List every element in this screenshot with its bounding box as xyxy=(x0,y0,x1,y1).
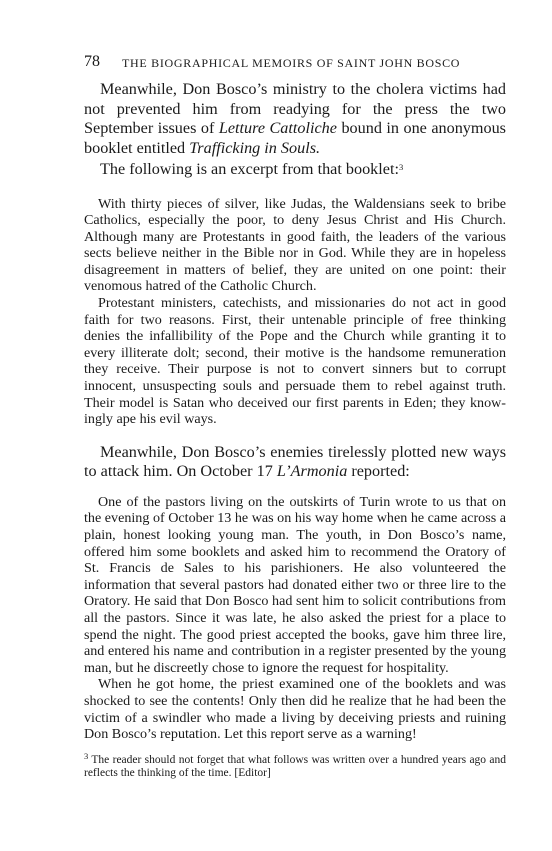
block-quote-booklet xyxy=(84,196,506,428)
paragraph-1: Meanwhile, Don Bosco’s ministry to the cholera victims had not prevented him from readying for the press the two September issues of Letture Cattoliche bound in one anonymous booklet entitled Trafficking in Souls. xyxy=(84,80,506,157)
running-title: THE BIOGRAPHICAL MEMOIRS OF SAINT JOHN BOSCO xyxy=(122,56,461,70)
quote-paragraph: When he got home, the priest examined one of the booklets and was shocked to see the contents! Only then did he realize that he had been the victim of a swindler who made a living by deceiving priests and ruining Don Bosco’s reputation. Let this report serve as a warning! xyxy=(84,676,506,743)
quote-paragraph: One of the pastors living on the outskirts of Turin wrote to us that on the evening of October 13 he was on his way home when he came across a plain, honest looking young man. The youth, in Don Bosco’s name, offered him some booklets and asked him to recommend the Oratory of St. Francis de Sales to his parishioners. He also volunteered the information that several pastors had donated either two or three lire to the Oratory. He said that Don Bosco had sent him to solicit contributions from all the pastors. Since it was late, he also asked the priest for a place to spend the night. The good priest accepted the books, gave him three lire, and entered his name and contribution in a register presented by the young man, but he discreetly chose to ignore the request for hospitality. xyxy=(84,493,506,676)
page-header xyxy=(84,52,504,73)
booklet-title: Trafficking in Souls. xyxy=(189,138,321,157)
footnote-marker: 3 xyxy=(84,750,89,761)
quote-paragraph: Protestant ministers, catechists, and missionaries do not act in good faith for two reasons. First, their untenable principle of free thinking denies the infallibility of the Pope and the Church while granting it to every illiterate dolt; second, their motive is the handsome remuneration they receive. Their purpose is not to convert sinners but to corrupt innocent, unsuspecting souls and persuade them to rebel against truth. Their model is Satan who deceived our first parents in Eden; they knowingly ape his evil ways. xyxy=(84,295,506,428)
block-quote-armonia xyxy=(84,494,506,743)
footnote-reference: 3 xyxy=(398,162,404,172)
paragraph-3: Meanwhile, Don Bosco’s enemies tirelessly plotted new ways to attack him. On October 17 L’Armonia reported: xyxy=(84,442,506,481)
intro-paragraphs xyxy=(84,80,506,180)
page-number: 78 xyxy=(84,53,100,70)
newspaper-title: L’Armonia xyxy=(276,462,348,481)
publication-title: Letture Cattoliche xyxy=(218,119,337,137)
paragraph-2: The following is an excerpt from that booklet:$^3$ xyxy=(100,160,404,178)
transition-paragraph xyxy=(84,443,506,482)
footnote-text: The reader should not forget that what follows was written over a hundred years ago and reflects the thinking of the time. [Editor] xyxy=(84,753,507,780)
footnote xyxy=(84,750,506,781)
quote-paragraph: With thirty pieces of silver, like Judas, the Waldensians seek to bribe Catholics, especially the poor, to deny Jesus Christ and His Church. Although many are Protestants in good faith, the leaders of the various sects believe neither in the Bible nor in God. While they are in hopeless disagreement in matters of belief, they are united on one point: their venomous hatred of the Catholic Church. xyxy=(84,195,506,295)
page-body xyxy=(84,80,506,781)
